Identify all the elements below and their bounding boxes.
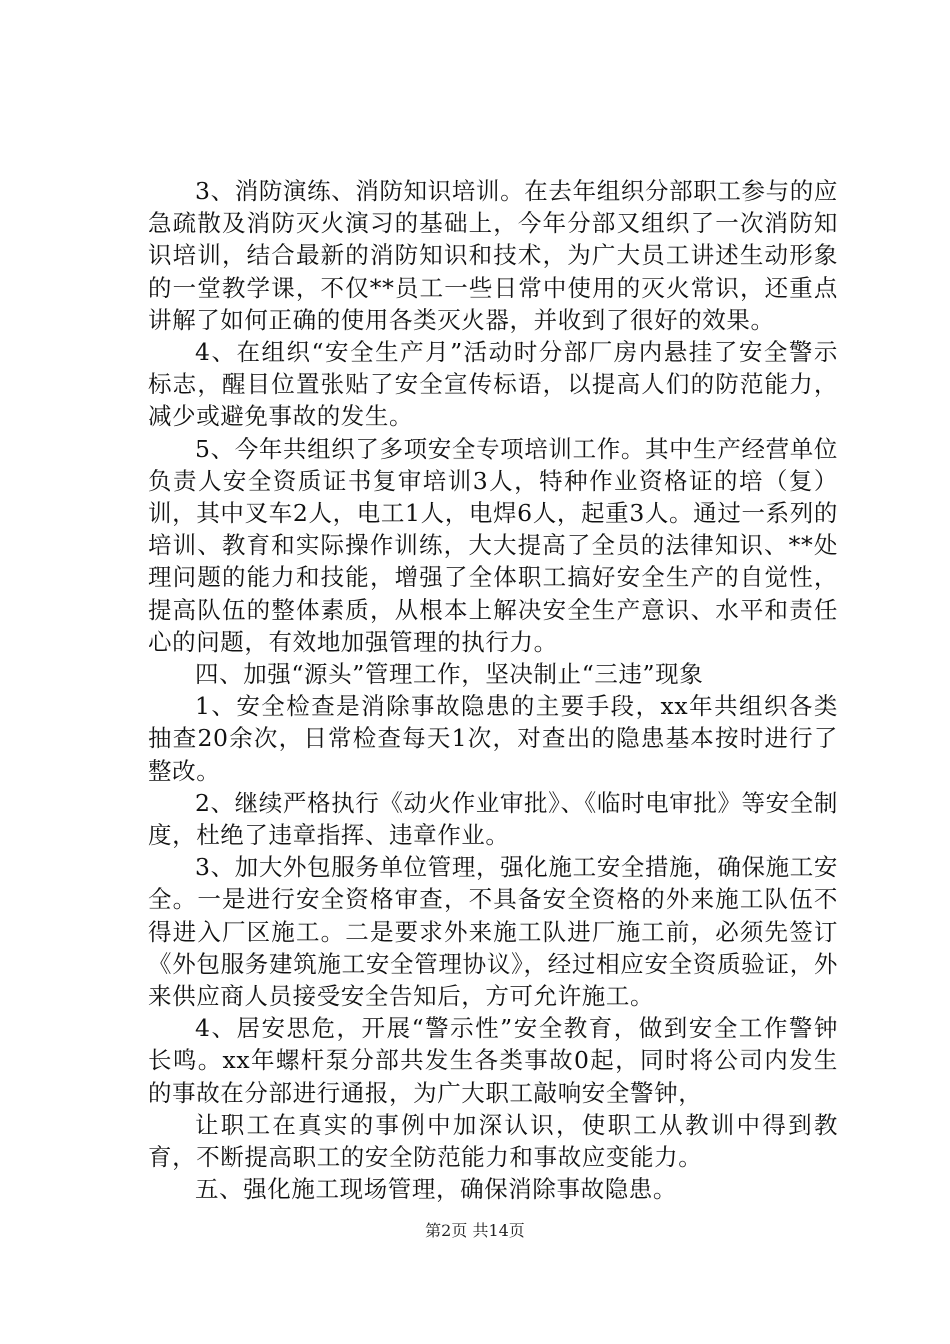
paragraph-warning-education: 4、居安思危，开展“警示性”安全教育，做到安全工作警钟长鸣。xx年螺杆泵分部共发生各类事故0起，同时将公司内发生的事故在分部进行通报，为广大职工敲响安全警钟， xyxy=(148,1014,838,1107)
paragraph-approval-system: 2、继续严格执行《动火作业审批》、《临时电审批》等安全制度，杜绝了违章指挥、违章作业。 xyxy=(148,788,838,850)
paragraph-fire-drill-training: 3、消防演练、消防知识培训。在去年组织分部职工参与的应急疏散及消防灭火演习的基础上，今年分部又组织了一次消防知识培训，结合最新的消防知识和技术，为广大员工讲述生动形象的一堂教学课，不仅**员工一些日常中使用的灭火常识，还重点讲解了如何正确的使用各类灭火器，并收到了很好的效果。 xyxy=(148,177,838,334)
document-body xyxy=(148,175,838,1206)
section-heading-site-management: 五、强化施工现场管理，确保消除事故隐患。 xyxy=(195,1175,677,1204)
paragraph-safety-inspection: 1、安全检查是消除事故隐患的主要手段，xx年共组织各类抽查20余次，日常检查每天1次，对查出的隐患基本按时进行了整改。 xyxy=(148,692,838,785)
page-number-footer: 第2页 共14页 xyxy=(425,1221,525,1240)
paragraph-safety-month-signs: 4、在组织“安全生产月”活动时分部厂房内悬挂了安全警示标志，醒目位置张贴了安全宣传标语，以提高人们的防范能力，减少或避免事故的发生。 xyxy=(148,338,838,431)
paragraph-outsourcing-management: 3、加大外包服务单位管理，强化施工安全措施，确保施工安全。一是进行安全资格审查，不具备安全资格的外来施工队伍不得进入厂区施工。二是要求外来施工队进厂施工前，必须先签订《外包服务建筑施工安全管理协议》，经过相应安全资质验证，外来供应商人员接受安全告知后，方可允许施工。 xyxy=(148,853,838,1011)
paragraph-special-training: 5、今年共组织了多项安全专项培训工作。其中生产经营单位负责人安全资质证书复审培训3人，特种作业资格证的培（复）训，其中叉车2人，电工1人，电焊6人，起重3人。通过一系列的培训、教育和实际操作训练，大大提高了全员的法律知识、**处理问题的能力和技能，增强了全体职工搞好安全生产的自觉性，提高队伍的整体素质，从根本上解决安全生产意识、水平和责任心的问题，有效地加强管理的执行力。 xyxy=(148,434,838,656)
paragraph-learn-from-cases: 让职工在真实的事例中加深认识，使职工从教训中得到教育，不断提高职工的安全防范能力和事故应变能力。 xyxy=(148,1110,838,1172)
section-heading-source-management: 四、加强“源头”管理工作，坚决制止“三违”现象 xyxy=(195,660,704,689)
